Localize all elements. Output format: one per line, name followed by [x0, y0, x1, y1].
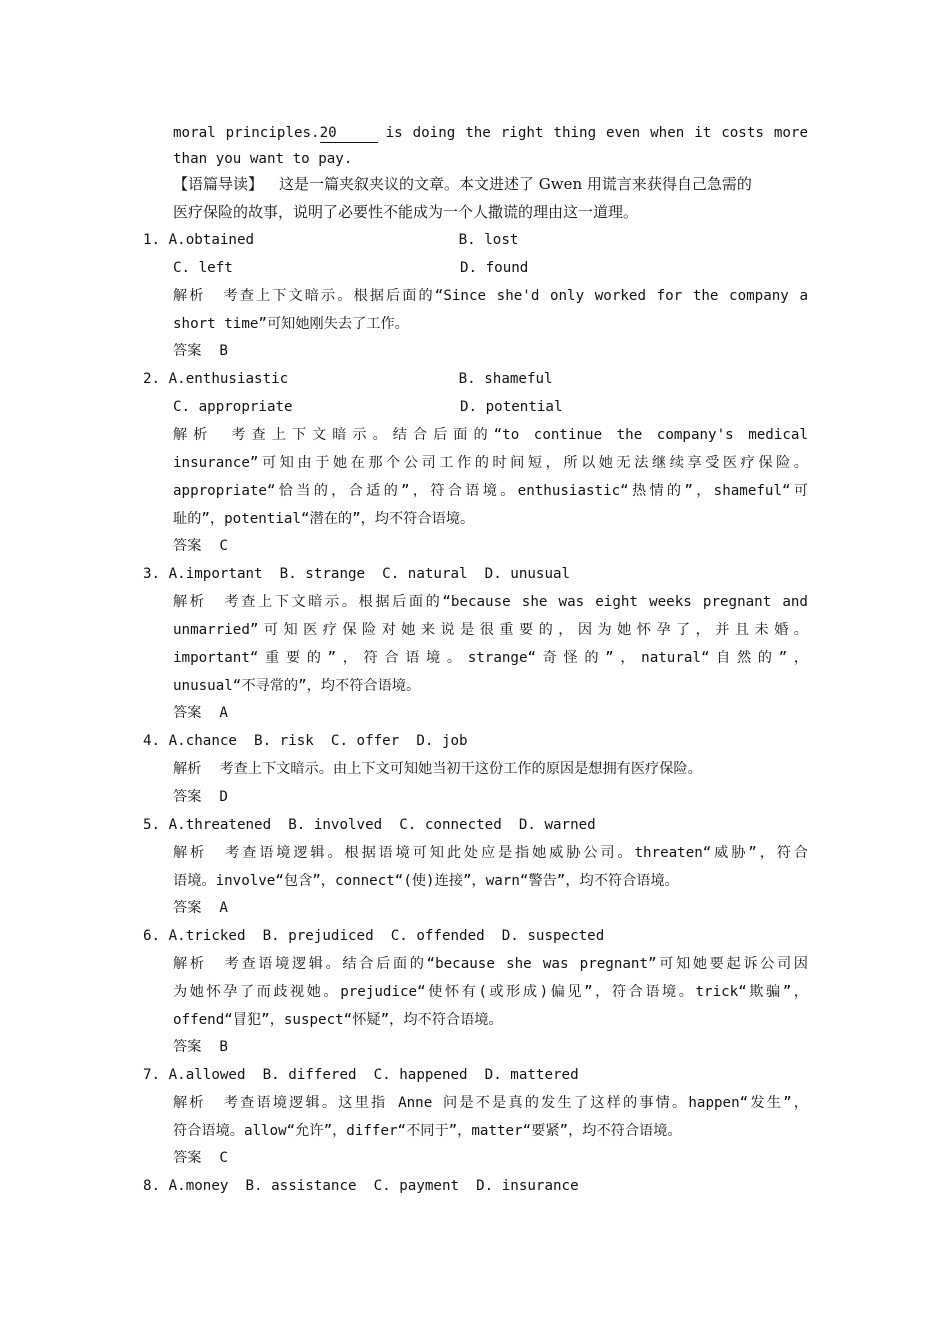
question-8-options	[143, 1172, 778, 1200]
question-number: 2.	[143, 371, 161, 387]
analysis-line	[173, 839, 808, 867]
analysis-line	[173, 1089, 808, 1117]
analysis-line: important“重要的”，符合语境。strange“奇怪的”，natural“自然的”，	[173, 650, 808, 666]
analysis-label: 解析	[173, 1095, 206, 1111]
answer-line	[173, 783, 808, 811]
question-2-options-row-1	[143, 365, 778, 393]
answer-label: 答案	[173, 900, 202, 916]
answer-value: C	[219, 1150, 228, 1166]
analysis-line: offend“冒犯”，suspect“怀疑”，均不符合语境。	[173, 1012, 503, 1028]
guide-tag: 【语篇导读】	[173, 175, 264, 193]
analysis-label: 解析	[173, 594, 207, 610]
passage-line	[173, 119, 808, 147]
analysis-label: 解析	[173, 845, 208, 861]
answer-label: 答案	[173, 1039, 202, 1055]
analysis-line: 语境。involve“包含”，connect“(使)连接”，warn“警告”，均不符合语境。	[173, 873, 679, 889]
question-1-options-row-2	[173, 254, 808, 282]
option-d: D. found	[460, 260, 529, 276]
options-text: A.tricked B. prejudiced C. offended D. suspected	[168, 928, 605, 944]
question-4-options	[143, 727, 778, 755]
answer-value: B	[219, 343, 228, 359]
analysis-line	[173, 282, 808, 310]
analysis-line	[173, 588, 808, 616]
question-7-options	[143, 1061, 778, 1089]
analysis-line: 耻的”，potential“潜在的”，均不符合语境。	[173, 511, 475, 527]
analysis-line: insurance”可知由于她在那个公司工作的时间短，所以她无法继续享受医疗保险。	[173, 455, 808, 471]
option-b: B. shameful	[458, 371, 553, 387]
guide-text: 这是一篇夹叙夹议的文章。本文进述了 Gwen 用谎言来获得自己急需的	[279, 175, 752, 193]
answer-label: 答案	[173, 343, 202, 359]
analysis-line	[173, 755, 808, 783]
passage-text: is doing the right thing even when it costs more	[385, 125, 808, 141]
analysis-line: 符合语境。allow“允许”，differ“不同于”，matter“要紧”，均不符合语境。	[173, 1123, 682, 1139]
answer-value: D	[219, 789, 228, 805]
answer-value: C	[219, 538, 228, 554]
answer-value: A	[219, 705, 228, 721]
options-text: A.money B. assistance C. payment D. insurance	[168, 1178, 579, 1194]
answer-line	[173, 337, 808, 365]
guide-line: 医疗保险的故事，说明了必要性不能成为一个人撒谎的理由这一道理。	[173, 203, 639, 221]
question-number: 5.	[143, 817, 161, 833]
answer-line	[173, 532, 808, 560]
question-5-options	[143, 811, 778, 839]
answer-line	[173, 894, 808, 922]
analysis-line: unusual“不寻常的”，均不符合语境。	[173, 678, 421, 694]
question-number: 7.	[143, 1067, 161, 1083]
analysis-line	[173, 421, 808, 449]
answer-line	[173, 699, 808, 727]
question-3-options	[143, 560, 778, 588]
answer-value: A	[219, 900, 228, 916]
analysis-line: short time”可知她刚失去了工作。	[173, 316, 409, 332]
analysis-text: 考查上下文暗示。结合后面的“to continue the company's medical	[231, 427, 808, 443]
guide-line	[173, 170, 808, 198]
answer-label: 答案	[173, 1150, 202, 1166]
answer-line	[173, 1033, 808, 1061]
options-text: A.important B. strange C. natural D. unusual	[168, 566, 571, 582]
question-1-options-row-1	[143, 226, 778, 254]
analysis-text: 考查语境逻辑。这里指 Anne 问是不是真的发生了这样的事情。happen“发生”，	[223, 1095, 808, 1111]
answer-label: 答案	[173, 789, 202, 805]
passage-text: moral principles.	[173, 125, 320, 141]
question-number: 6.	[143, 928, 161, 944]
question-number: 4.	[143, 733, 161, 749]
analysis-line	[173, 950, 808, 978]
analysis-line: unmarried”可知医疗保险对她来说是很重要的，因为她怀孕了，并且未婚。	[173, 622, 808, 638]
option-a: A.obtained	[168, 232, 255, 248]
analysis-text: 考查语境逻辑。根据语境可知此处应是指她威胁公司。threaten“威胁”，符合	[225, 845, 808, 861]
answer-line	[173, 1144, 808, 1172]
analysis-label: 解析	[173, 956, 207, 972]
option-c: C. appropriate	[173, 399, 293, 415]
analysis-text: 考查上下文暗示。由上下文可知她当初干这份工作的原因是想拥有医疗保险。	[219, 761, 702, 777]
option-c: C. left	[173, 260, 233, 276]
option-a: A.enthusiastic	[168, 371, 289, 387]
options-text: A.chance B. risk C. offer D. job	[168, 733, 468, 749]
option-b: B. lost	[458, 232, 519, 248]
answer-value: B	[219, 1039, 228, 1055]
answer-label: 答案	[173, 705, 202, 721]
analysis-text: 考查语境逻辑。结合后面的“because she was pregnant”可知她要起诉公司因	[224, 956, 808, 972]
passage-line: than you want to pay.	[173, 151, 353, 167]
question-number: 3.	[143, 566, 161, 582]
analysis-line: appropriate“恰当的，合适的”，符合语境。enthusiastic“热情的”，shameful“可	[173, 483, 808, 499]
question-number: 1.	[143, 232, 161, 248]
analysis-text: 考查上下文暗示。根据后面的“Since she'd only worked for the company a	[223, 288, 808, 304]
analysis-label: 解析	[173, 427, 214, 443]
question-2-options-row-2	[173, 393, 808, 421]
blank-20: 20	[320, 124, 378, 143]
analysis-text: 考查上下文暗示。根据后面的“because she was eight weeks pregnant and	[224, 594, 808, 610]
analysis-label: 解析	[173, 288, 206, 304]
question-6-options	[143, 922, 778, 950]
options-text: A.allowed B. differed C. happened D. mattered	[168, 1067, 579, 1083]
analysis-label: 解析	[173, 761, 202, 777]
option-d: D. potential	[460, 399, 563, 415]
options-text: A.threatened B. involved C. connected D. warned	[168, 817, 596, 833]
answer-label: 答案	[173, 538, 202, 554]
question-number: 8.	[143, 1178, 161, 1194]
analysis-line: 为她怀孕了而歧视她。prejudice“使怀有(或形成)偏见”，符合语境。trick“欺骗”，	[173, 984, 808, 1000]
